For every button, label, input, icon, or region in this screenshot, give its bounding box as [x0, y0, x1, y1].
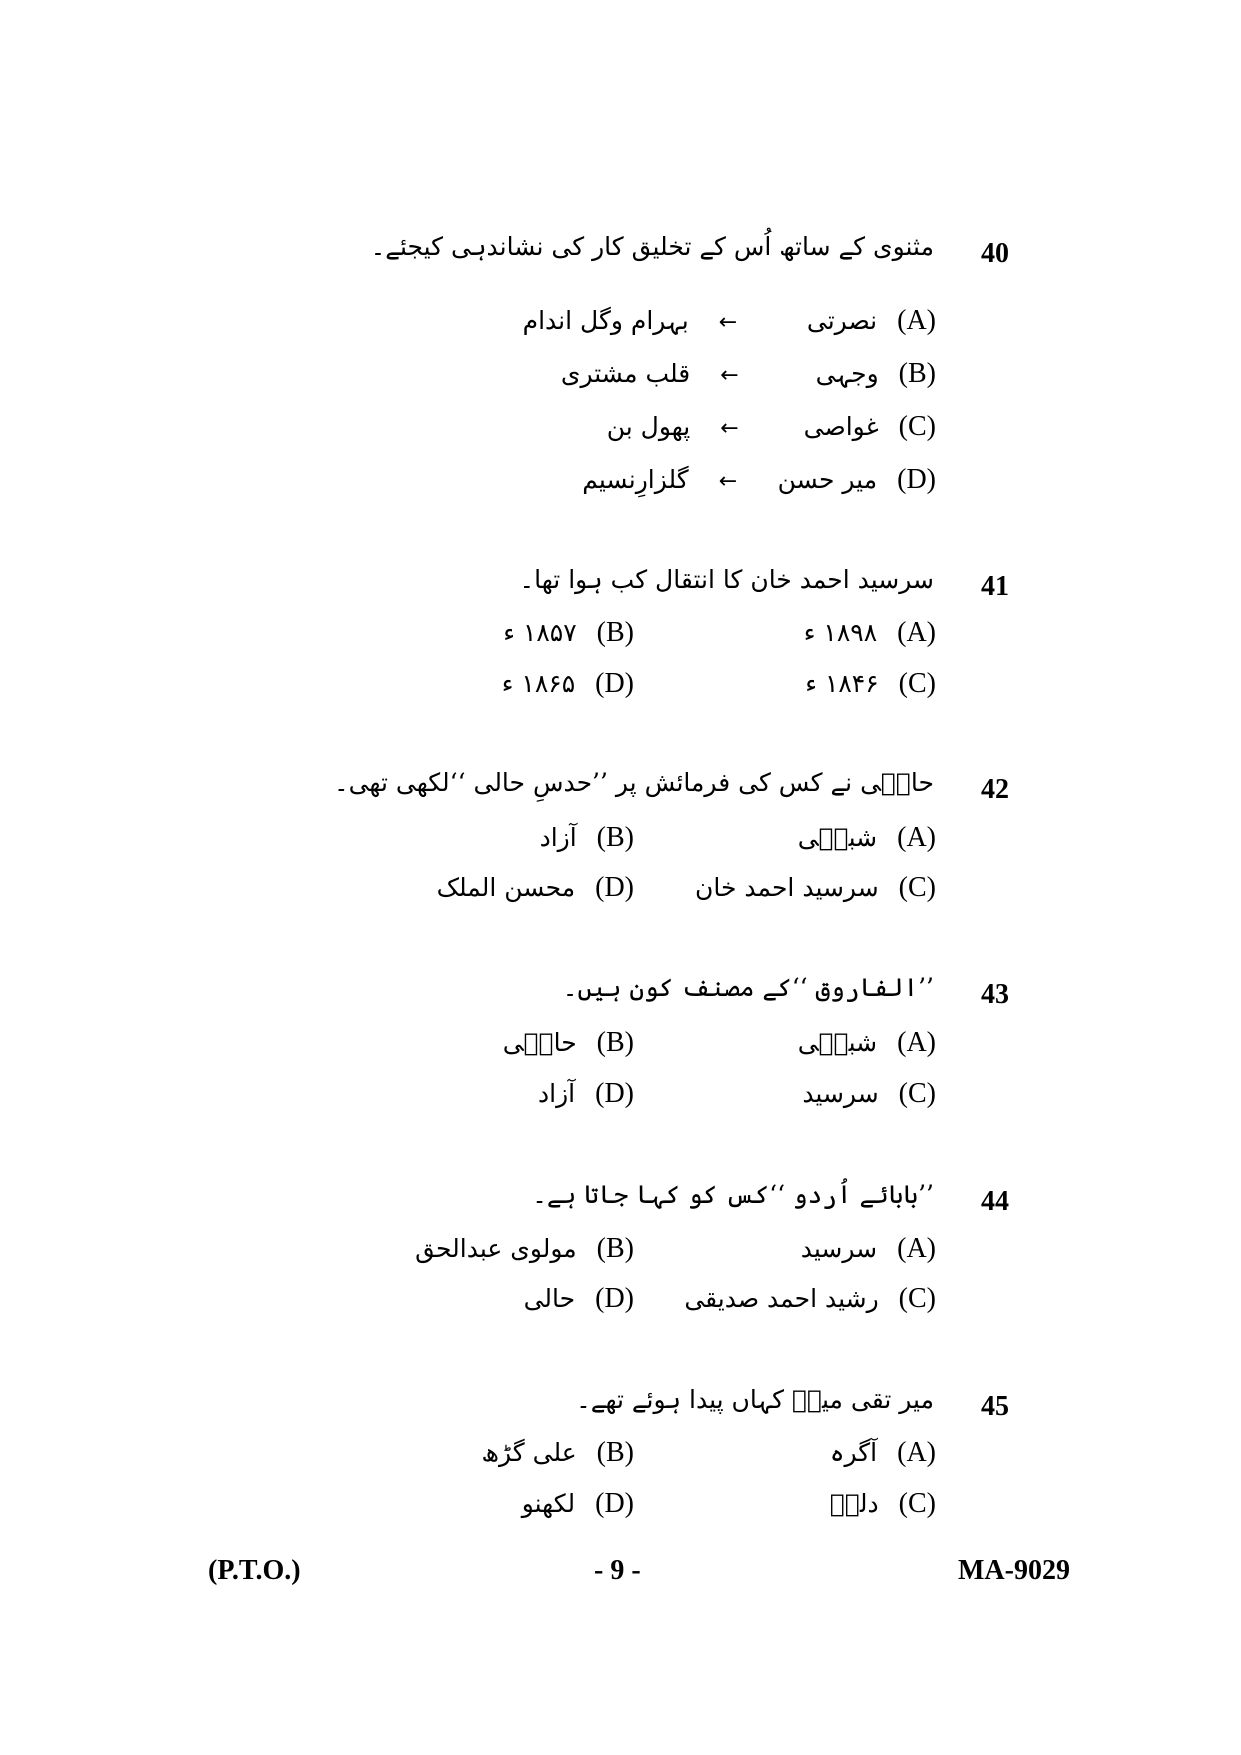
option-left-text: وجہی [815, 359, 879, 388]
option-label: (C) [898, 1078, 936, 1109]
option-right-text: گلزارِنسیم [582, 465, 689, 494]
question-header [209, 565, 1009, 611]
option-right-text: پھول بن [606, 412, 691, 441]
option-left-text: غواصی [803, 412, 879, 441]
question-header [209, 768, 1009, 814]
arrow-icon: ← [720, 363, 739, 388]
option-label: (A) [897, 305, 936, 336]
option-text: دلیؔ [829, 1489, 879, 1518]
option-text: سرسید [802, 1079, 879, 1108]
option-c [830, 1488, 936, 1520]
option-d [538, 1078, 634, 1110]
option-c [805, 668, 936, 700]
option-text: ۱۸۴۶ ء [805, 669, 879, 698]
option-c [695, 872, 936, 904]
option-right-text: بہرام وگل اندام [522, 306, 689, 335]
option-c [607, 411, 936, 443]
option-a [798, 1027, 936, 1059]
option-text: محسن الملک [436, 873, 576, 902]
question-42 [209, 768, 1009, 814]
option-b [561, 358, 936, 390]
option-label: (D) [595, 1283, 634, 1314]
option-a [801, 1233, 936, 1265]
arrow-icon: ← [718, 310, 738, 335]
page-number: - 9 - [594, 1555, 641, 1586]
option-text: ۱۸۶۵ ء [501, 669, 576, 698]
question-41 [209, 565, 1009, 611]
option-d [582, 464, 936, 496]
option-d [437, 872, 634, 904]
option-right-text: قلب مشتری [560, 359, 691, 388]
option-d [524, 1283, 634, 1315]
option-label: (C) [898, 411, 936, 442]
option-label: (B) [898, 358, 936, 389]
option-label: (A) [897, 822, 936, 853]
option-text: آزاد [538, 1079, 576, 1108]
option-text: ۱۸۵۷ ء [503, 618, 577, 647]
option-d [502, 668, 634, 700]
option-label: (A) [897, 1233, 936, 1264]
question-number: 43 [981, 979, 1009, 1010]
option-label: (D) [595, 1078, 634, 1109]
option-c [802, 1078, 936, 1110]
option-text: حالی [523, 1284, 576, 1313]
question-header [209, 232, 1009, 278]
question-text: ’’بابائے اُردو ‘‘کس کو کہا جاتا ہے۔ [532, 1180, 934, 1209]
option-text: حالؔی [502, 1028, 577, 1057]
option-a [523, 305, 936, 337]
option-left-text: نصرتی [806, 306, 878, 335]
option-label: (A) [897, 1027, 936, 1058]
option-label: (D) [897, 464, 936, 495]
option-left-text: میر حسن [777, 465, 878, 494]
option-label: (B) [596, 822, 634, 853]
question-header [209, 1180, 1009, 1226]
option-text: علی گڑھ [481, 1438, 577, 1467]
question-number: 45 [981, 1391, 1009, 1422]
option-label: (A) [897, 1437, 936, 1468]
question-44 [209, 1180, 1009, 1226]
question-45 [209, 1385, 1009, 1431]
option-label: (B) [596, 1233, 634, 1264]
option-text: سرسید احمد خان [695, 873, 879, 902]
question-text: حالؔی نے کس کی فرمائش پر ’’حدسِ حالی ‘‘لکھی تھی۔ [333, 768, 934, 797]
option-label: (A) [897, 617, 936, 648]
option-b [482, 1437, 634, 1469]
question-header [209, 973, 1009, 1019]
option-text: لکھنو [521, 1489, 576, 1518]
question-text: مثنوی کے ساتھ اُس کے تخلیق کار کی نشاندہی کیجئے۔ [370, 232, 934, 261]
question-text: میر تقی میرؔ کہاں پیدا ہوئے تھے۔ [576, 1385, 934, 1414]
question-43 [209, 973, 1009, 1019]
option-label: (D) [595, 668, 634, 699]
option-label: (C) [898, 668, 936, 699]
option-text: مولوی عبدالحق [415, 1234, 577, 1263]
footer-pto: (P.T.O.) [208, 1555, 301, 1586]
option-a [804, 617, 936, 649]
question-text: ’’الفاروق ‘‘کے مصنف کون ہیں۔ [562, 973, 934, 1002]
option-label: (D) [595, 872, 634, 903]
option-text: شبلؔی [797, 1028, 878, 1057]
option-text: آگرہ [829, 1438, 878, 1467]
option-label: (D) [595, 1488, 634, 1519]
paper-code: MA-9029 [958, 1555, 1070, 1586]
question-text: سرسید احمد خان کا انتقال کب ہوا تھا۔ [519, 565, 934, 594]
option-label: (C) [898, 872, 936, 903]
option-b [415, 1233, 634, 1265]
question-number: 42 [981, 774, 1009, 805]
option-b [540, 822, 634, 854]
option-text: رشید احمد صدیقی [684, 1284, 879, 1313]
option-text: شبلؔی [797, 823, 878, 852]
option-label: (C) [898, 1488, 936, 1519]
option-b [503, 617, 634, 649]
option-text: آزاد [539, 823, 577, 852]
question-number: 41 [981, 571, 1009, 602]
question-number: 44 [981, 1186, 1009, 1217]
option-label: (C) [898, 1283, 936, 1314]
option-text: سرسید [800, 1234, 878, 1263]
question-40 [209, 232, 1009, 278]
option-d [522, 1488, 634, 1520]
question-number: 40 [981, 238, 1009, 269]
option-b [503, 1027, 634, 1059]
option-label: (B) [596, 1027, 634, 1058]
option-label: (B) [596, 617, 634, 648]
option-c [684, 1283, 936, 1315]
option-a [830, 1437, 936, 1469]
option-label: (B) [596, 1437, 634, 1468]
option-a [798, 822, 936, 854]
arrow-icon: ← [718, 469, 738, 494]
option-text: ۱۸۹۸ ء [803, 618, 878, 647]
question-header [209, 1385, 1009, 1431]
arrow-icon: ← [720, 416, 739, 441]
